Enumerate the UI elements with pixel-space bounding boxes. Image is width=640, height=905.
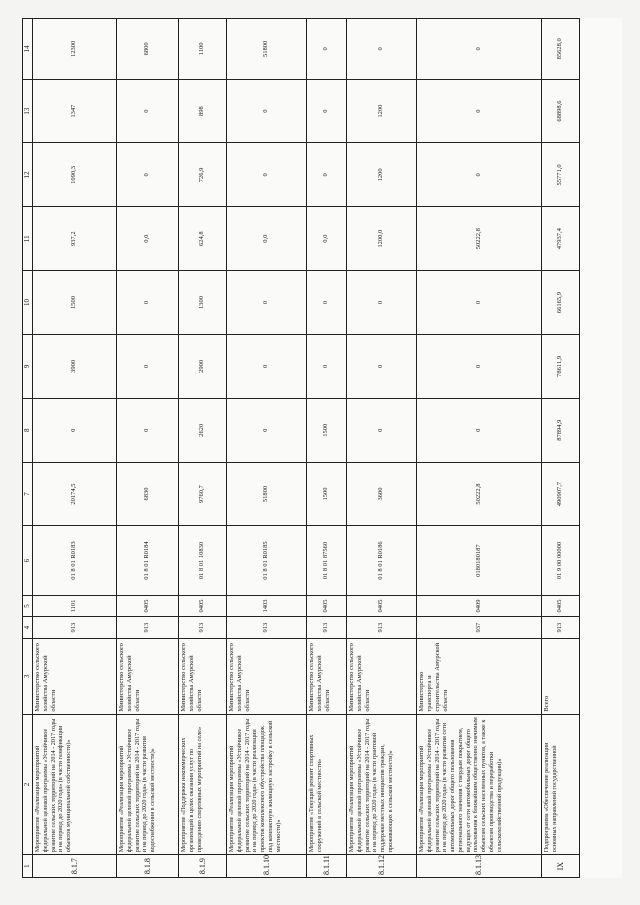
row-index: 8.1.7 bbox=[33, 855, 117, 878]
value-cell: 6800 bbox=[117, 19, 179, 80]
code-cell: 0405 bbox=[542, 595, 580, 617]
code-cell: 0405 bbox=[347, 595, 417, 617]
table-row bbox=[417, 19, 542, 878]
code-cell: 01 8 01 87560 bbox=[307, 526, 347, 595]
header-cell: 6 bbox=[23, 526, 33, 595]
value-cell: 0 bbox=[307, 79, 347, 143]
measure-name: Мероприятие «Реализация мероприятий федеральной целевой программы «Устойчивое развитие сельских территорий на 2014 - 2017 годы и на период до 2020 года» (в части развития сети автомобильных дорог общего пользования регионального значения с твердым покрытием, ведущих от сети автомобильных дорог общего пользования к ближайшим общественно значимым объектам сельских населенных пунктов, а также к объектам производства и переработки сельскохозяйственной продукции)» bbox=[417, 714, 542, 855]
value-cell: 726,9 bbox=[179, 143, 227, 207]
header-cell: 9 bbox=[23, 334, 33, 398]
value-cell: 3600 bbox=[347, 462, 417, 526]
value-cell: 1200,0 bbox=[347, 207, 417, 271]
value-cell: 0 bbox=[417, 271, 542, 335]
measure-name: Мероприятие «Текущий ремонт спортивных сооружений в сельской местности» bbox=[307, 714, 347, 855]
value-cell: 1100 bbox=[179, 19, 227, 80]
code-cell: 01 8 01 R0183 bbox=[33, 526, 117, 595]
value-cell: 0 bbox=[227, 398, 307, 462]
column-number-row bbox=[23, 19, 33, 878]
row-index: 8.1.9 bbox=[179, 855, 227, 878]
code-cell: 0405 bbox=[179, 595, 227, 617]
header-cell: 11 bbox=[23, 207, 33, 271]
value-cell: 2620 bbox=[179, 398, 227, 462]
executor: Министерство сельского хозяйства Амурской области bbox=[179, 638, 227, 714]
value-cell: 1300 bbox=[179, 271, 227, 335]
header-cell: 3 bbox=[23, 638, 33, 714]
table-row bbox=[33, 19, 117, 878]
value-cell: 20174,5 bbox=[33, 462, 117, 526]
value-cell: 0 bbox=[307, 334, 347, 398]
executor: Министерство сельского хозяйства Амурской области bbox=[33, 638, 117, 714]
code-cell: 913 bbox=[542, 617, 580, 639]
value-cell: 0 bbox=[227, 271, 307, 335]
code-cell: 0405 bbox=[307, 595, 347, 617]
executor: Министерство сельского хозяйства Амурской области bbox=[227, 638, 307, 714]
header-cell: 13 bbox=[23, 79, 33, 143]
value-cell: 0 bbox=[227, 334, 307, 398]
value-cell: 937,2 bbox=[33, 207, 117, 271]
code-cell: 01 8 01 R0186 bbox=[347, 526, 417, 595]
value-cell: 85628,0 bbox=[542, 19, 580, 80]
code-cell: 01 8 01 R0185 bbox=[227, 526, 307, 595]
table-row bbox=[307, 19, 347, 878]
code-cell: 913 bbox=[117, 617, 179, 639]
value-cell: 0 bbox=[417, 143, 542, 207]
executor: Министерство транспорта и строительства Амурской области bbox=[417, 638, 542, 714]
value-cell: 51800 bbox=[227, 19, 307, 80]
value-cell: 55771,0 bbox=[542, 143, 580, 207]
row-index: IX bbox=[542, 855, 580, 878]
measure-name: Подпрограмма «Обеспечение реализации основных направлений государственной bbox=[542, 714, 580, 855]
value-cell: 0 bbox=[417, 19, 542, 80]
value-cell: 6830 bbox=[117, 462, 179, 526]
value-cell: 0 bbox=[347, 19, 417, 80]
row-index: 8.1.8 bbox=[117, 855, 179, 878]
measure-name: Мероприятие «Реализация мероприятий федеральной целевой программы «Устойчивое развитие сельских территорий на 2014 - 2017 годы и на период до 2020 года» (в части развития водоснабжения в сельской местности)» bbox=[117, 714, 179, 855]
value-cell: 0 bbox=[117, 271, 179, 335]
value-cell: 0 bbox=[307, 19, 347, 80]
value-cell: 1500 bbox=[307, 462, 347, 526]
code-cell: 913 bbox=[307, 617, 347, 639]
value-cell: 47937,4 bbox=[542, 207, 580, 271]
value-cell: 1347 bbox=[33, 79, 117, 143]
header-cell: 4 bbox=[23, 617, 33, 639]
header-cell: 7 bbox=[23, 462, 33, 526]
table-row bbox=[347, 19, 417, 878]
value-cell: 1090,3 bbox=[33, 143, 117, 207]
value-cell: 1200 bbox=[347, 79, 417, 143]
value-cell: 624,8 bbox=[179, 207, 227, 271]
table-row bbox=[542, 19, 580, 878]
executor: Министерство сельского хозяйства Амурской области bbox=[117, 638, 179, 714]
measure-name: Мероприятие «Реализация мероприятий федеральной целевой программы «Устойчивое развитие сельских территорий на 2014 - 2017 годы и на период до 2020 года» (в части грантовой поддержки местных инициатив граждан, проживающих в сельской местности)» bbox=[347, 714, 417, 855]
value-cell: 0 bbox=[417, 79, 542, 143]
document-sheet bbox=[22, 18, 622, 878]
value-cell: 66165,9 bbox=[542, 271, 580, 335]
value-cell: 0 bbox=[417, 334, 542, 398]
row-index: 8.1.13 bbox=[417, 855, 542, 878]
header-cell: 1 bbox=[23, 855, 33, 878]
value-cell: 0 bbox=[347, 271, 417, 335]
code-cell: 01 9 00 00000 bbox=[542, 526, 580, 595]
row-index: 8.1.12 bbox=[347, 855, 417, 878]
code-cell: 0409 bbox=[417, 595, 542, 617]
code-cell: 937 bbox=[417, 617, 542, 639]
value-cell: 3900 bbox=[33, 334, 117, 398]
row-index: 8.1.11 bbox=[307, 855, 347, 878]
code-cell: 913 bbox=[179, 617, 227, 639]
program-table bbox=[22, 18, 580, 878]
value-cell: 0,0 bbox=[117, 207, 179, 271]
value-cell: 0 bbox=[117, 79, 179, 143]
row-index: 8.1.10 bbox=[227, 855, 307, 878]
value-cell: 490907,7 bbox=[542, 462, 580, 526]
code-cell: 1101 bbox=[33, 595, 117, 617]
code-cell: 01 8 01 10830 bbox=[179, 526, 227, 595]
value-cell: 0 bbox=[117, 334, 179, 398]
value-cell: 0 bbox=[227, 79, 307, 143]
code-cell: 913 bbox=[33, 617, 117, 639]
executor: Министерство сельского хозяйства Амурской области bbox=[307, 638, 347, 714]
executor: Всего bbox=[542, 638, 580, 714]
measure-name: Мероприятие «Реализация мероприятий федеральной целевой программы «Устойчивое развитие сельских территорий на 2014 - 2017 годы и на период до 2020 года» (в части газификации объектов муниципальной собственности)» bbox=[33, 714, 117, 855]
header-cell: 2 bbox=[23, 714, 33, 855]
code-cell: 913 bbox=[347, 617, 417, 639]
value-cell: 2900 bbox=[179, 334, 227, 398]
value-cell: 78611,9 bbox=[542, 334, 580, 398]
value-cell: 0 bbox=[347, 334, 417, 398]
code-cell: 1403 bbox=[227, 595, 307, 617]
value-cell: 0 bbox=[347, 398, 417, 462]
code-cell: 01 8 01 R0184 bbox=[117, 526, 179, 595]
header-cell: 14 bbox=[23, 19, 33, 80]
value-cell: 9760,7 bbox=[179, 462, 227, 526]
value-cell: 898 bbox=[179, 79, 227, 143]
value-cell: 0,0 bbox=[227, 207, 307, 271]
value-cell: 87894,9 bbox=[542, 398, 580, 462]
value-cell: 1200 bbox=[347, 143, 417, 207]
header-cell: 8 bbox=[23, 398, 33, 462]
value-cell: 51800 bbox=[227, 462, 307, 526]
value-cell: 0 bbox=[417, 398, 542, 462]
value-cell: 0 bbox=[227, 143, 307, 207]
measure-name: Мероприятие «Реализация мероприятий федеральной целевой программы «Устойчивое развитие сельских территорий на 2014 - 2017 годы и на период до 2020 года» (в части реализации проектов комплексного обустройства площадок под компактную жилищную застройку в сельской местности)» bbox=[227, 714, 307, 855]
code-cell: 913 bbox=[227, 617, 307, 639]
rotated-table-container bbox=[22, 18, 622, 878]
table-row bbox=[227, 19, 307, 878]
value-cell: 0 bbox=[117, 143, 179, 207]
header-cell: 5 bbox=[23, 595, 33, 617]
value-cell: 0 bbox=[307, 143, 347, 207]
code-cell: 0405 bbox=[117, 595, 179, 617]
header-cell: 10 bbox=[23, 271, 33, 335]
executor: Министерство сельского хозяйства Амурской области bbox=[347, 638, 417, 714]
table-row bbox=[179, 19, 227, 878]
value-cell: 0,0 bbox=[307, 207, 347, 271]
value-cell: 0 bbox=[117, 398, 179, 462]
value-cell: 0 bbox=[307, 271, 347, 335]
table-row bbox=[117, 19, 179, 878]
header-cell: 12 bbox=[23, 143, 33, 207]
measure-name: Мероприятие «Поддержка некоммерческих организаций в целях оказания услуг по проведению спортивных мероприятий на селе» bbox=[179, 714, 227, 855]
code-cell: 0180180187 bbox=[417, 526, 542, 595]
value-cell: 50222,8 bbox=[417, 462, 542, 526]
value-cell: 50222,8 bbox=[417, 207, 542, 271]
value-cell: 68898,6 bbox=[542, 79, 580, 143]
value-cell: 12300 bbox=[33, 19, 117, 80]
value-cell: 0 bbox=[33, 398, 117, 462]
value-cell: 1500 bbox=[33, 271, 117, 335]
value-cell: 1500 bbox=[307, 398, 347, 462]
